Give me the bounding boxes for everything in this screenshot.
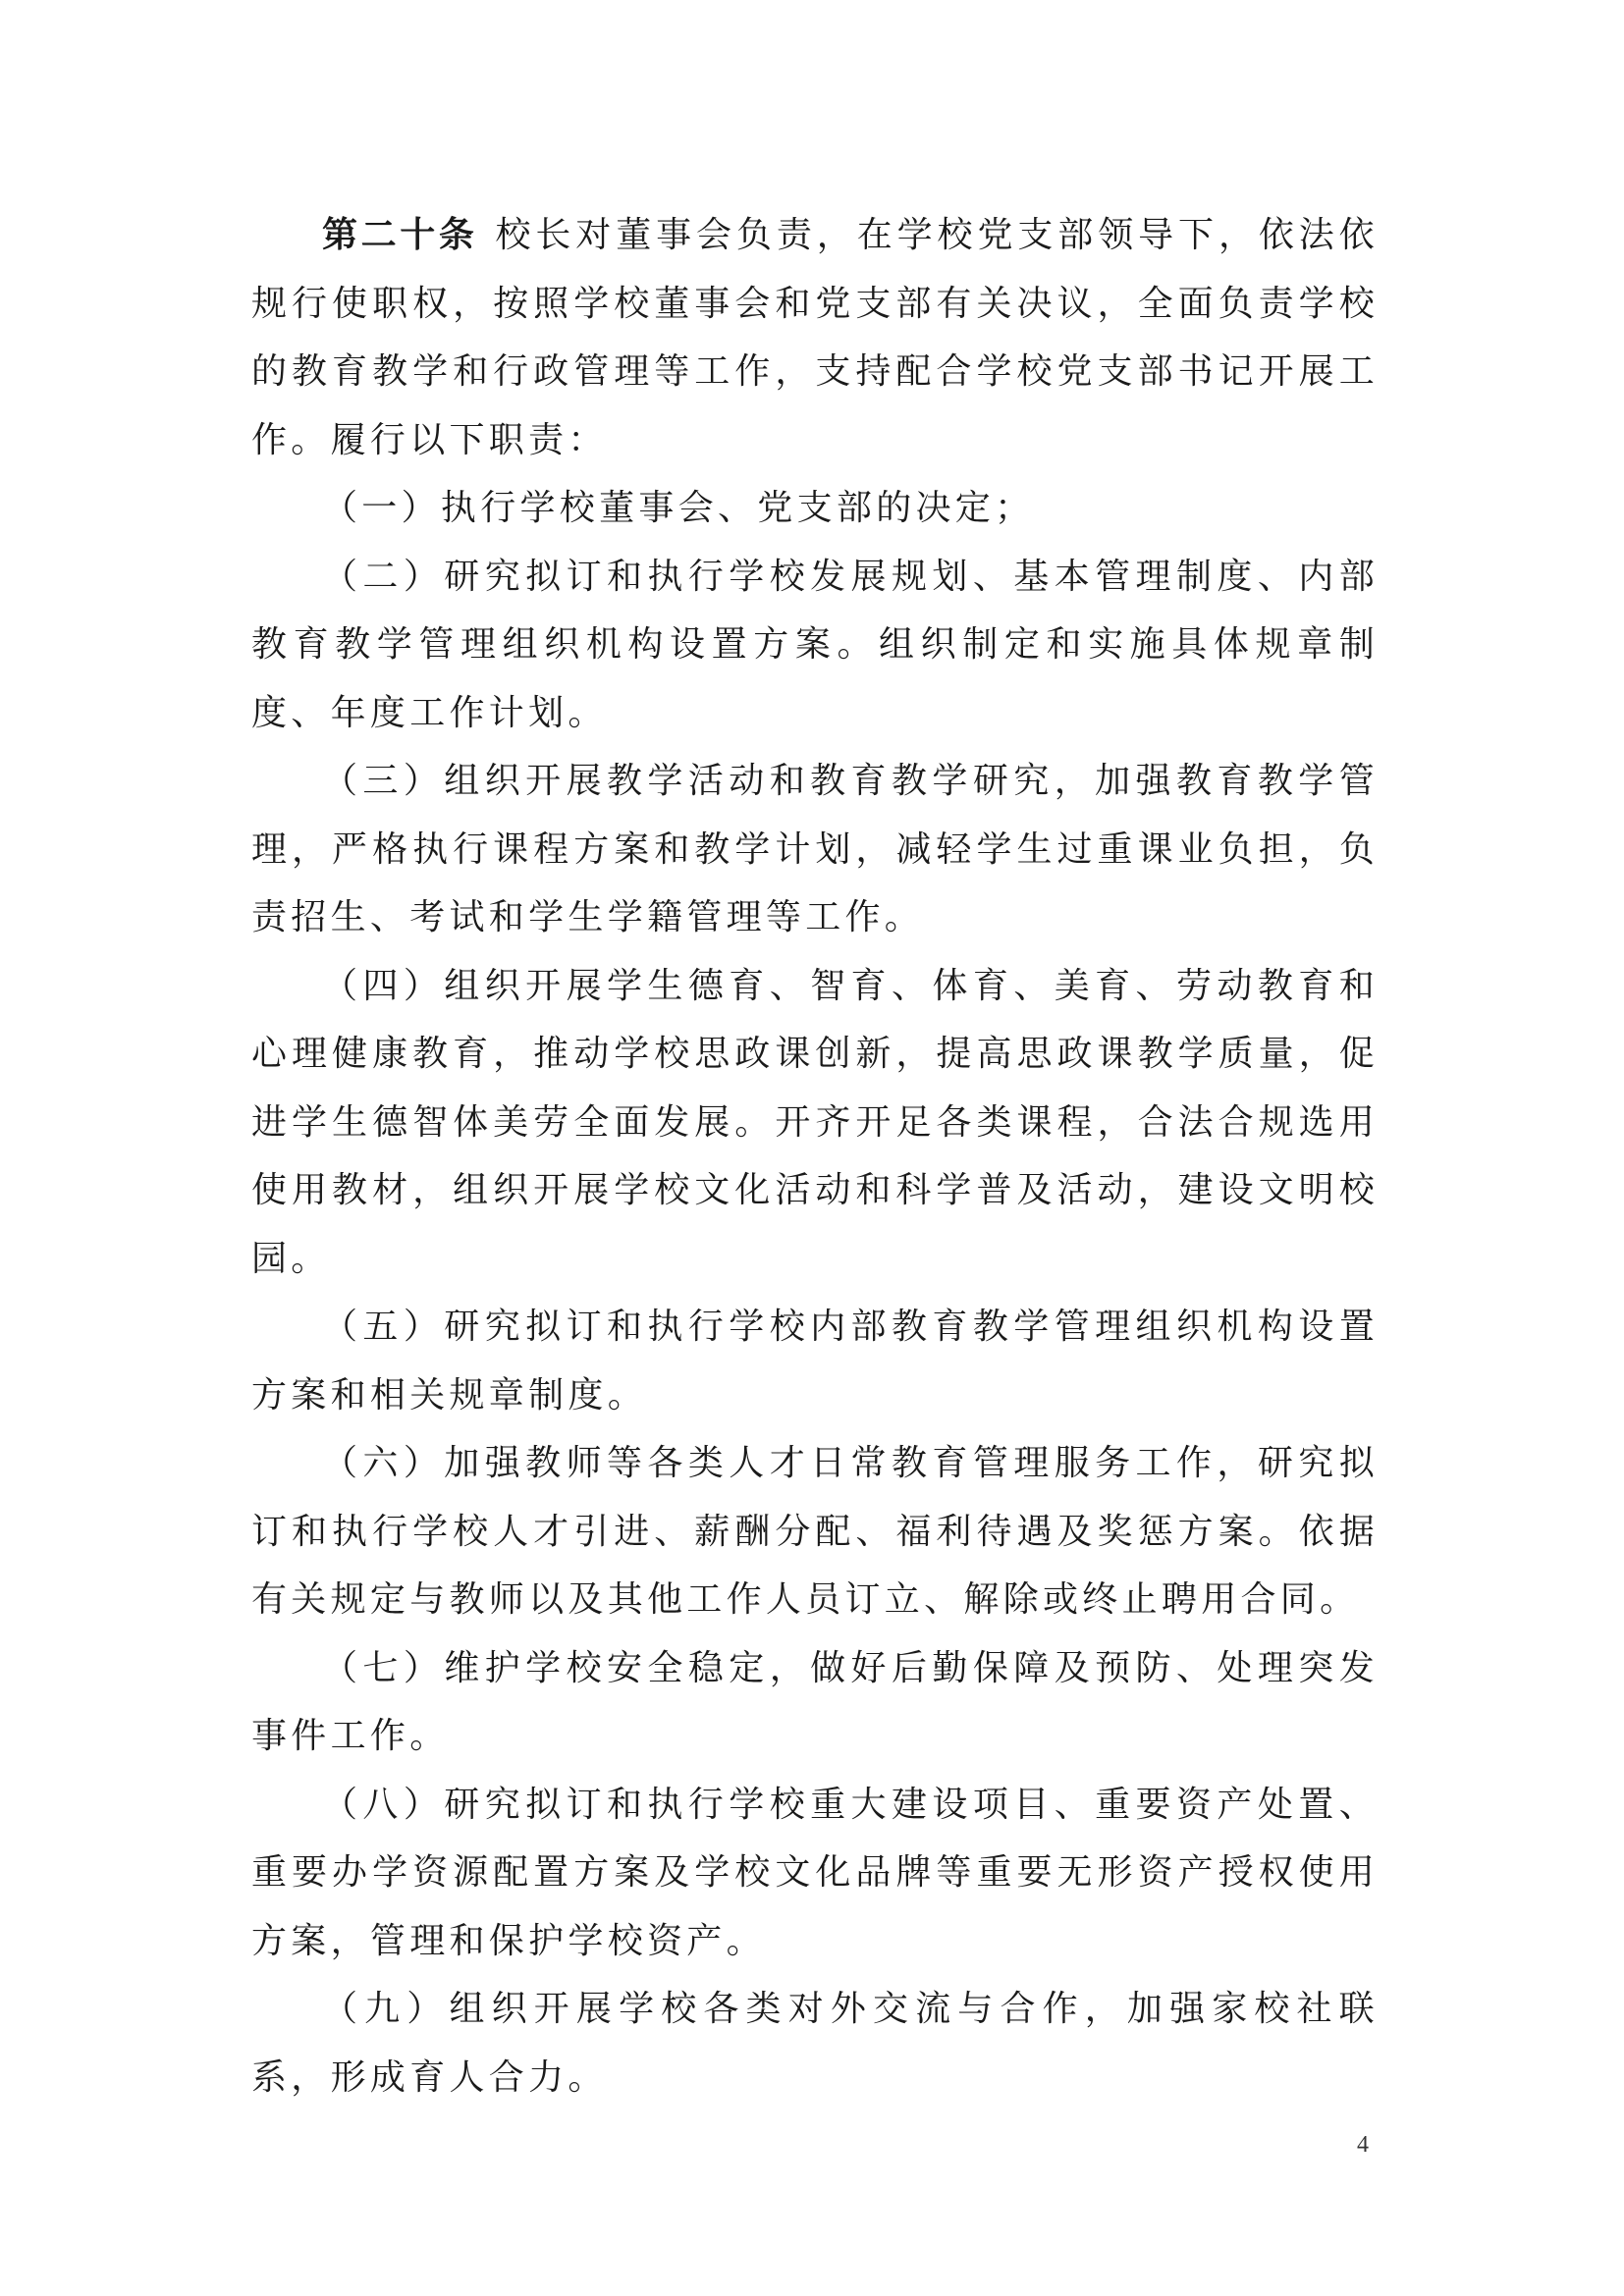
duty-item-6: （六）加强教师等各类人才日常教育管理服务工作，研究拟订和执行学校人才引进、薪酬分配、福利待遇及奖惩方案。依据有关规定与教师以及其他工作人员订立、解除或终止聘用合同。 <box>251 1443 1379 1620</box>
duty-item-2: （二）研究拟订和执行学校发展规划、基本管理制度、内部教育教学管理组织机构设置方案。组织制定和实施具体规章制度、年度工作计划。 <box>251 556 1379 733</box>
duty-item-1: （一）执行学校董事会、党支部的决定； <box>322 488 1035 528</box>
duty-item-8: （八）研究拟订和执行学校重大建设项目、重要资产处置、重要办学资源配置方案及学校文化品牌等重要无形资产授权使用方案，管理和保护学校资产。 <box>251 1784 1379 1961</box>
duty-item-5: （五）研究拟订和执行学校内部教育教学管理组织机构设置方案和相关规章制度。 <box>251 1307 1379 1415</box>
duty-item-4: （四）组织开展学生德育、智育、体育、美育、劳动教育和心理健康教育，推动学校思政课创新，提高思政课教学质量，促进学生德智体美劳全面发展。开齐开足各类课程，合法合规选用使用教材，组织开展学校文化活动和科学普及活动，建设文明校园。 <box>251 965 1379 1279</box>
duty-item-7: （七）维护学校安全稳定，做好后勤保障及预防、处理突发事件工作。 <box>251 1647 1379 1756</box>
duty-item-3: （三）组织开展教学活动和教育教学研究，加强教育教学管理，严格执行课程方案和教学计划，减轻学生过重课业负担，负责招生、考试和学生学籍管理等工作。 <box>251 761 1379 937</box>
article-intro-text: 校长对董事会负责，在学校党支部领导下，依法依规行使职权，按照学校董事会和党支部有关决议，全面负责学校的教育教学和行政管理等工作，支持配合学校党支部书记开展工作。履行以下职责： <box>251 215 1379 460</box>
duty-item-9: （九）组织开展学校各类对外交流与合作，加强家校社联系，形成育人合力。 <box>251 1989 1379 2098</box>
article-body <box>251 201 1379 2111</box>
article-heading: 第二十条 <box>322 215 478 255</box>
article-intro-paragraph <box>251 201 1379 474</box>
page-number: 4 <box>1357 2132 1369 2158</box>
